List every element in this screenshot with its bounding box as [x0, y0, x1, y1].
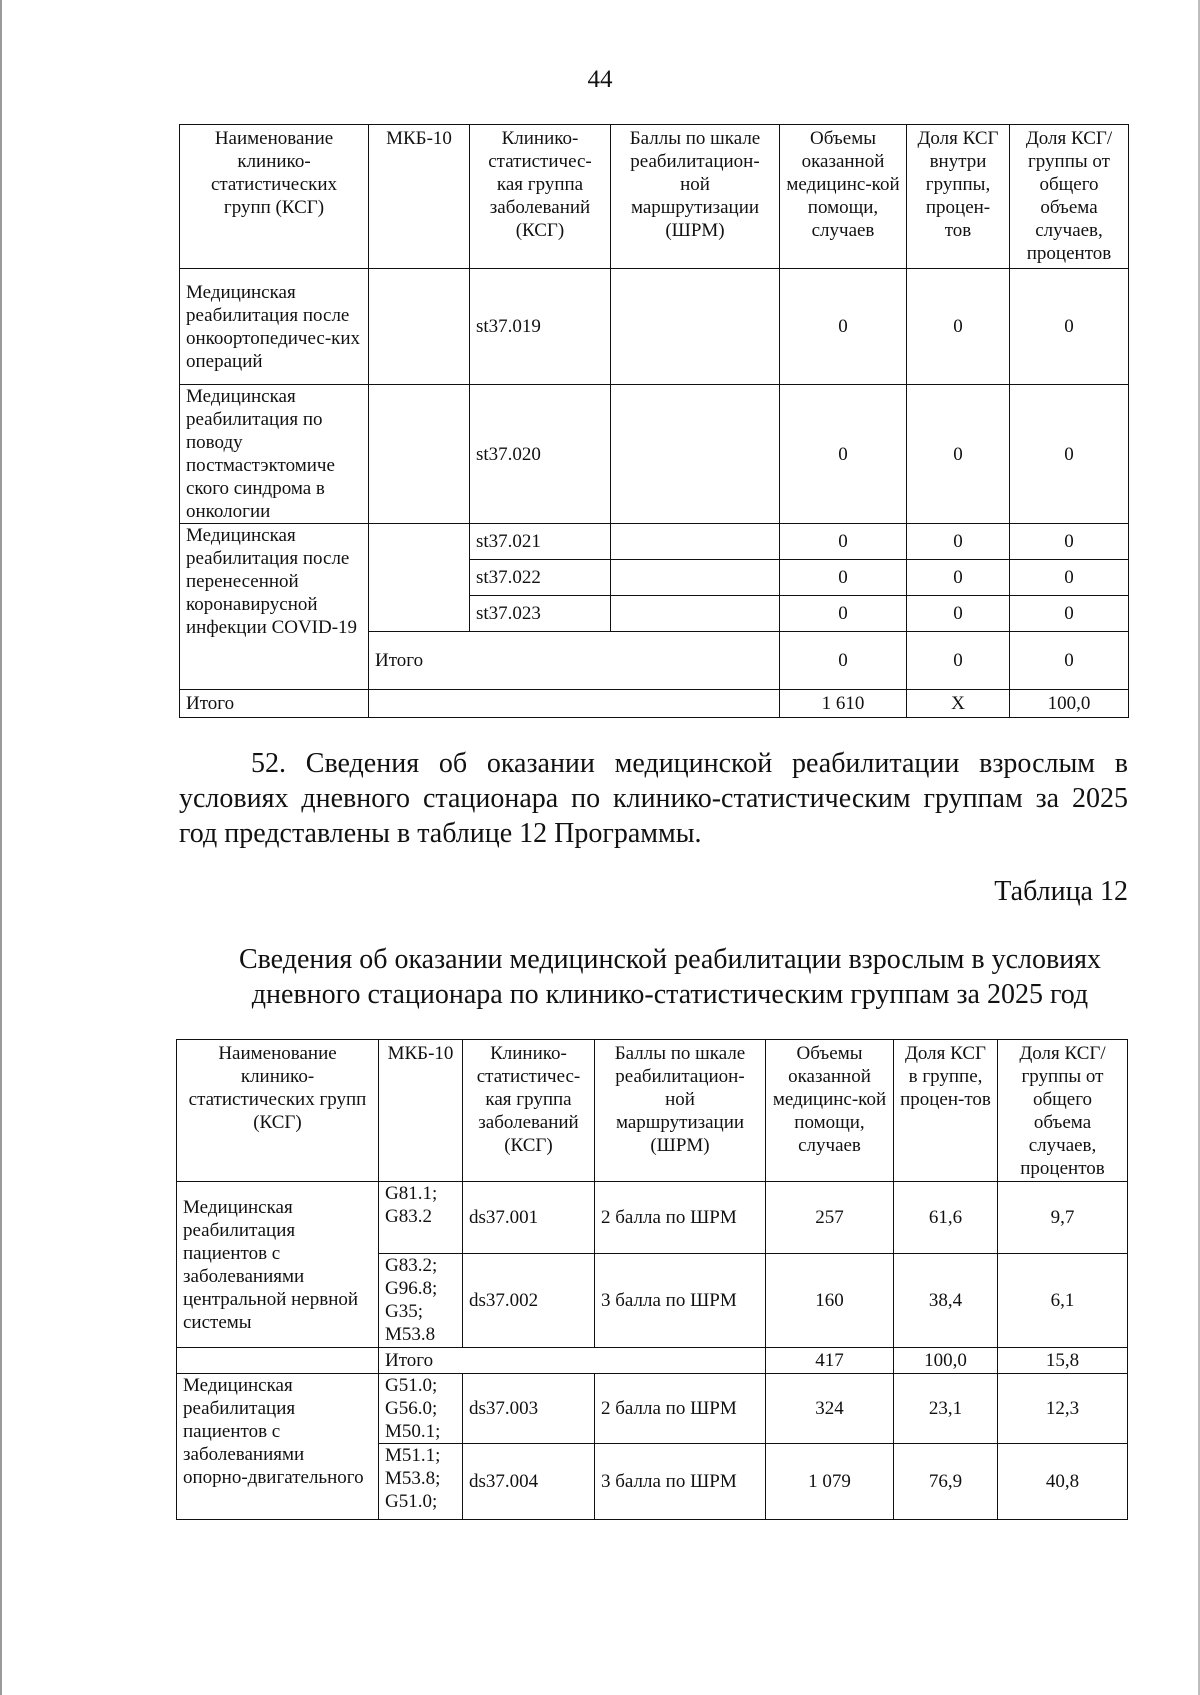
header-cell-ksg: Клинико-статистичес-кая группа заболеваний (КСГ) [463, 1040, 595, 1182]
header-cell-volume: Объемы оказанной медицинс-кой помощи, случаев [780, 125, 907, 269]
shrm-cell: 3 балла по ШРМ [595, 1444, 766, 1520]
scan-edge-left [0, 0, 2, 1695]
volume-cell: 0 [780, 596, 907, 632]
volume-cell: 1 079 [766, 1444, 894, 1520]
page-number: 44 [587, 66, 613, 93]
table-11-continuation [179, 124, 1129, 718]
mkb-cell: G51.0; G56.0; M50.1; [379, 1374, 463, 1444]
share-in-group-cell: 23,1 [894, 1374, 998, 1444]
shrm-cell: 2 балла по ШРМ [595, 1182, 766, 1254]
shrm-cell [611, 560, 780, 596]
volume-cell: 0 [780, 560, 907, 596]
header-cell-share-total: Доля КСГ/ группы от общего объема случаев, процентов [1010, 125, 1129, 269]
group-name-cell: Медицинская реабилитация пациентов с заболеваниями опорно-двигательного [177, 1374, 379, 1520]
share-in-group-cell: 38,4 [894, 1254, 998, 1348]
subtotal-row [177, 1348, 1128, 1374]
share-in-group-cell: 100,0 [894, 1348, 998, 1374]
paragraph-text: Сведения об оказании медицинской реабилитации взрослым в условиях дневного стационара по клинико-статистическим группам за 2025 год представлены в таблице 12 Программы. [179, 748, 1128, 849]
mkb-cell [369, 524, 470, 632]
paragraph-52 [179, 746, 1128, 851]
group-name-cell-empty [177, 1348, 379, 1374]
group-name-cell: Медицинская реабилитация после онкоортопедичес-ких операций [180, 269, 369, 385]
ksg-cell: ds37.001 [463, 1182, 595, 1254]
ksg-cell: ds37.004 [463, 1444, 595, 1520]
header-cell-mkb: МКБ-10 [369, 125, 470, 269]
share-in-group-cell: 0 [907, 269, 1010, 385]
table-header-row [177, 1040, 1128, 1182]
mkb-cell: G81.1; G83.2 [379, 1182, 463, 1254]
volume-cell: 417 [766, 1348, 894, 1374]
share-in-group-cell: 0 [907, 560, 1010, 596]
ksg-cell: st37.020 [470, 385, 611, 524]
header-cell-group: Наименование клинико-статистических групп (КСГ) [180, 125, 369, 269]
share-in-group-cell: 0 [907, 596, 1010, 632]
shrm-cell: 2 балла по ШРМ [595, 1374, 766, 1444]
table-row [180, 385, 1129, 524]
group-name-cell: Медицинская реабилитация по поводу постмастэктомиче ского синдрома в онкологии [180, 385, 369, 524]
total-label: Итого [180, 690, 369, 718]
volume-cell: 324 [766, 1374, 894, 1444]
share-total-cell: 100,0 [1010, 690, 1129, 718]
shrm-cell [611, 596, 780, 632]
volume-cell: 1 610 [780, 690, 907, 718]
ksg-cell: st37.019 [470, 269, 611, 385]
volume-cell: 160 [766, 1254, 894, 1348]
ksg-cell: ds37.002 [463, 1254, 595, 1348]
share-total-cell: 40,8 [998, 1444, 1128, 1520]
ksg-cell: st37.022 [470, 560, 611, 596]
volume-cell: 0 [780, 269, 907, 385]
header-cell-shrm: Баллы по шкале реабилитацион-ной маршрутизации (ШРМ) [595, 1040, 766, 1182]
shrm-cell: 3 балла по ШРМ [595, 1254, 766, 1348]
shrm-cell [611, 524, 780, 560]
subtotal-label: Итого [369, 632, 780, 690]
share-in-group-cell: 0 [907, 524, 1010, 560]
volume-cell: 0 [780, 632, 907, 690]
table-12 [176, 1039, 1128, 1520]
share-total-cell: 6,1 [998, 1254, 1128, 1348]
share-total-cell: 9,7 [998, 1182, 1128, 1254]
share-in-group-cell: 61,6 [894, 1182, 998, 1254]
group-name-cell: Медицинская реабилитация после перенесенной коронавирусной инфекции COVID-19 [180, 524, 369, 690]
shrm-cell [611, 385, 780, 524]
table-row [177, 1182, 1128, 1254]
header-cell-share-in-group: Доля КСГ внутри группы, процен-тов [907, 125, 1010, 269]
mkb-cell [369, 385, 470, 524]
header-cell-volume: Объемы оказанной медицинс-кой помощи, случаев [766, 1040, 894, 1182]
share-in-group-cell: 76,9 [894, 1444, 998, 1520]
ksg-cell: ds37.003 [463, 1374, 595, 1444]
header-cell-shrm: Баллы по шкале реабилитацион-ной маршрутизации (ШРМ) [611, 125, 780, 269]
total-empty-cell [369, 690, 780, 718]
mkb-cell: M51.1; M53.8; G51.0; [379, 1444, 463, 1520]
volume-cell: 0 [780, 524, 907, 560]
header-cell-group: Наименование клинико-статистических групп (КСГ) [177, 1040, 379, 1182]
table-row [180, 269, 1129, 385]
table-header-row [180, 125, 1129, 269]
header-cell-mkb: МКБ-10 [379, 1040, 463, 1182]
ksg-cell: st37.021 [470, 524, 611, 560]
share-total-cell: 12,3 [998, 1374, 1128, 1444]
paragraph-number: 52. [251, 748, 286, 779]
volume-cell: 0 [780, 385, 907, 524]
table-row [177, 1374, 1128, 1444]
subtotal-label: Итого [379, 1348, 766, 1374]
shrm-cell [611, 269, 780, 385]
group-name-cell: Медицинская реабилитация пациентов с заболеваниями центральной нервной системы [177, 1182, 379, 1348]
share-total-cell: 0 [1010, 632, 1129, 690]
share-total-cell: 0 [1010, 596, 1129, 632]
share-total-cell: 15,8 [998, 1348, 1128, 1374]
mkb-cell [369, 269, 470, 385]
total-row [180, 690, 1129, 718]
share-in-group-cell: 0 [907, 385, 1010, 524]
share-total-cell: 0 [1010, 560, 1129, 596]
ksg-cell: st37.023 [470, 596, 611, 632]
mkb-cell: G83.2; G96.8; G35; M53.8 [379, 1254, 463, 1348]
table-label: Таблица 12 [994, 876, 1128, 907]
table-title: Сведения об оказании медицинской реабилитации взрослым в условиях дневного стационара по клинико-статистическим группам за 2025 год [238, 944, 1102, 1010]
header-cell-share-in-group: Доля КСГ в группе, процен-тов [894, 1040, 998, 1182]
table-row [180, 524, 1129, 560]
share-total-cell: 0 [1010, 385, 1129, 524]
share-total-cell: 0 [1010, 524, 1129, 560]
volume-cell: 257 [766, 1182, 894, 1254]
share-in-group-cell: 0 [907, 632, 1010, 690]
share-in-group-cell: X [907, 690, 1010, 718]
share-total-cell: 0 [1010, 269, 1129, 385]
header-cell-ksg: Клинико-статистичес-кая группа заболеваний (КСГ) [470, 125, 611, 269]
header-cell-share-total: Доля КСГ/ группы от общего объема случаев, процентов [998, 1040, 1128, 1182]
